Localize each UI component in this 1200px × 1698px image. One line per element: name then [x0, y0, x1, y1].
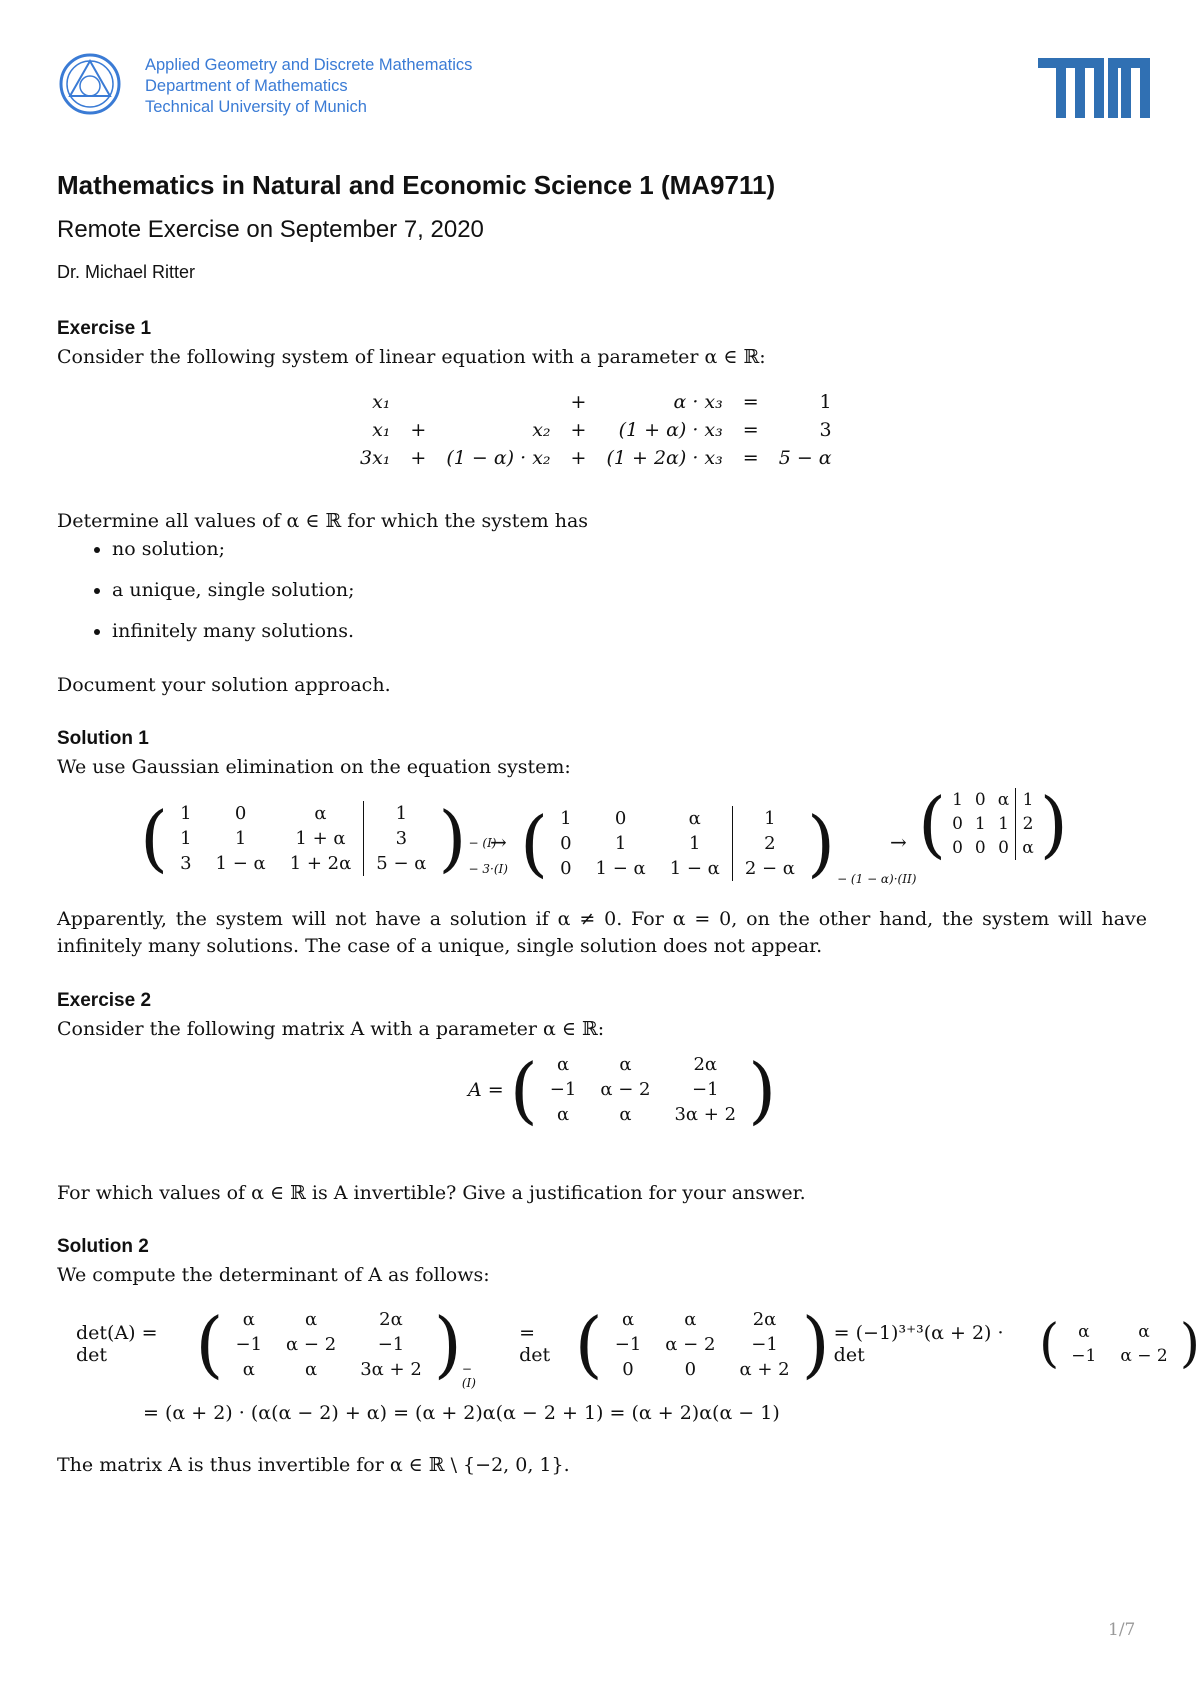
right-paren: ): [438, 796, 467, 880]
exercise-2-heading: Exercise 2: [57, 990, 152, 1011]
author: Dr. Michael Ritter: [57, 262, 196, 282]
augmented-matrix-2: ( 1 0 α 1 0 1 1 2 0 1 − α 1 − α 2 − α ) − (1 − α)·(II): [520, 788, 916, 898]
row-op: − (I): [461, 1362, 476, 1390]
solution-1-heading: Solution 1: [57, 728, 149, 749]
right-paren: ): [1039, 782, 1068, 866]
equation-row: x₁ + x₂ + (1 + α) · x₃ = 3: [372, 419, 832, 441]
exercise-1-intro: Consider the following system of linear equation with a parameter α ∈ ℝ:: [57, 346, 766, 368]
right-paren: ): [806, 801, 836, 885]
page-title: Mathematics in Natural and Economic Science 1 (MA9711): [57, 170, 776, 200]
exercise-2-question: For which values of α ∈ ℝ is A invertible? Give a justification for your answer.: [57, 1182, 806, 1204]
left-paren: (: [520, 801, 549, 885]
solution-1-intro: We use Gaussian elimination on the equation system:: [57, 756, 571, 778]
institution-line-2: Department of Mathematics: [145, 77, 348, 95]
right-paren: ): [1179, 1314, 1200, 1374]
matrix-a-display: A = ( α α 2α −1 α − 2 −1 α α 3α + 2 ): [468, 1047, 777, 1132]
institution-line-1: Applied Geometry and Discrete Mathematics: [145, 56, 473, 74]
triangle-circle-logo-icon: [58, 52, 122, 116]
det-equals: = det: [519, 1322, 551, 1366]
exercise-1-heading: Exercise 1: [57, 318, 152, 339]
institution-line-3: Technical University of Munich: [145, 98, 367, 116]
det-lhs: det(A) = det: [76, 1322, 158, 1366]
arrow-2: →: [890, 830, 907, 854]
solution-2-conclusion: The matrix A is thus invertible for α ∈ ℝ \ {−2, 0, 1}.: [57, 1454, 570, 1476]
exercise-1-question: Determine all values of α ∈ ℝ for which the system has: [57, 510, 589, 532]
right-paren: ): [433, 1302, 462, 1386]
left-paren: (: [509, 1047, 538, 1132]
arrow-1: →: [490, 830, 507, 854]
left-paren: (: [1038, 1314, 1060, 1374]
matrix-a-label: A =: [468, 1078, 504, 1101]
left-paren: (: [918, 782, 947, 866]
equation-row: 3x₁ + (1 − α) · x₂ + (1 + 2α) · x₃ = 5 − α: [360, 447, 832, 469]
list-item: • infinitely many solutions.: [112, 618, 355, 645]
determinant-line-1: det(A) = det ( α α 2α −1 α − 2 −1 α α 3α + 2 ) − (I) = det ( α α 2α −1 α − 2 −1 0 0 α + 2 ) = (−1)³⁺³(α + 2) · det ( α α −1 α − 2 ): [76, 1302, 1200, 1390]
solution-2-heading: Solution 2: [57, 1236, 149, 1257]
cofactor-expansion: = (−1)³⁺³(α + 2) · det: [833, 1322, 1004, 1366]
solution-2-intro: We compute the determinant of A as follows:: [57, 1264, 490, 1286]
solution-1-conclusion: Apparently, the system will not have a solution if α ≠ 0. For α = 0, on the other hand, the system will have infinitely many solutions. The case of a unique, single solution does not appear.: [57, 908, 1147, 957]
tum-brand-text: TUM: [1038, 58, 1041, 59]
exercise-1-bullets: [57, 536, 355, 659]
determinant-line-2: = (α + 2) · (α(α − 2) + α) = (α + 2)α(α − 2 + 1) = (α + 2)α(α − 1): [143, 1402, 780, 1424]
augmented-matrix-1: ( 1 0 α 1 1 1 1 + α 3 3 1 − α 1 + 2α 5 − α ) − (I) − 3·(I): [140, 788, 508, 888]
right-paren: ): [801, 1302, 830, 1386]
right-paren: ): [748, 1047, 777, 1132]
row-op: − 3·(I): [468, 862, 508, 876]
page-number: 1/7: [1108, 1620, 1136, 1640]
list-item: • no solution;: [112, 536, 355, 563]
row-op: − (I): [468, 836, 497, 850]
exercise-1-closing: Document your solution approach.: [57, 674, 391, 696]
list-item: • a unique, single solution;: [112, 577, 355, 604]
exercise-2-intro: Consider the following matrix A with a parameter α ∈ ℝ:: [57, 1018, 605, 1040]
left-paren: (: [195, 1302, 224, 1386]
row-op: − (1 − α)·(II): [837, 872, 917, 886]
tum-logo-icon: [1038, 58, 1150, 118]
augmented-matrix-3: ( 1 0 α 1 0 1 1 2 0 0 0 α ): [918, 782, 1068, 866]
left-paren: (: [574, 1302, 603, 1386]
institution-block: [145, 55, 472, 118]
left-paren: (: [140, 796, 169, 880]
equation-system: [350, 388, 842, 472]
page-subtitle: Remote Exercise on September 7, 2020: [57, 216, 484, 243]
equation-row: x₁ + α · x₃ = 1: [372, 391, 832, 413]
